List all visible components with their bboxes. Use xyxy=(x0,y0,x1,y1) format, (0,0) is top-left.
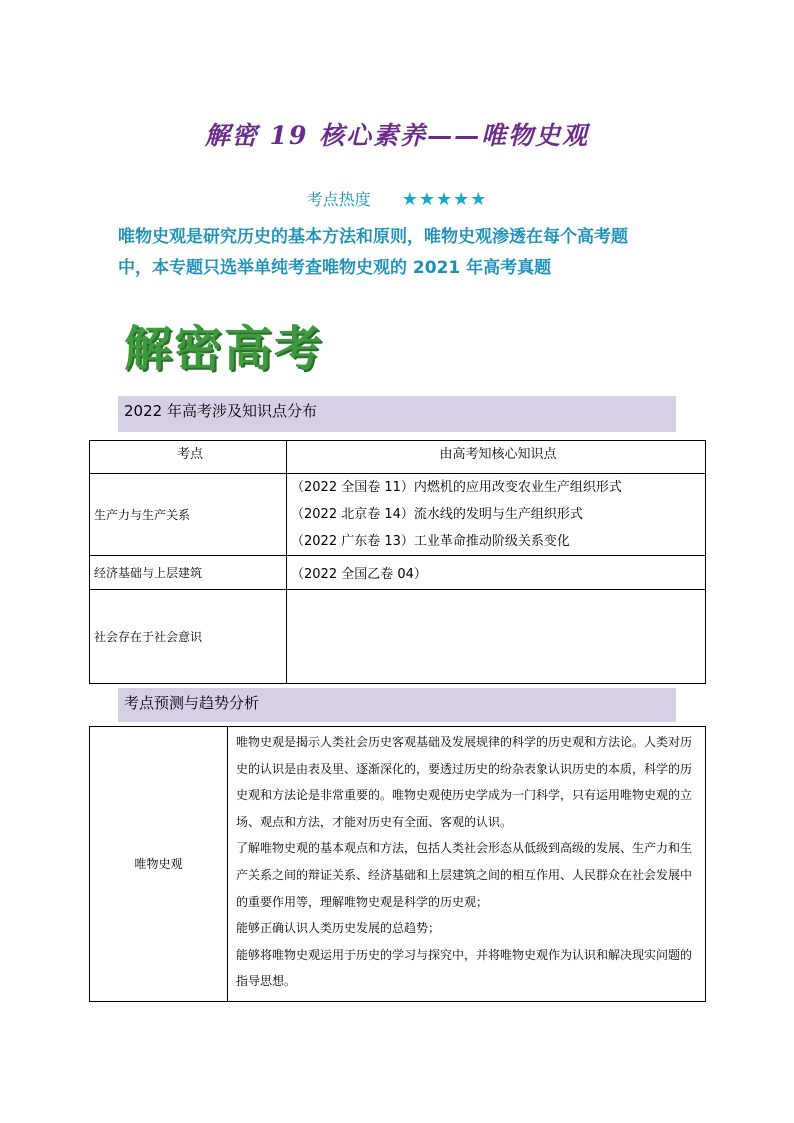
heat-rating xyxy=(0,187,794,210)
logo: 解密高考 xyxy=(124,321,325,377)
paragraph: 了解唯物史观的基本观点和方法，包括人类社会形态从低级到高级的发展、生产力和生产关系之间的辩证关系、经济基础和上层建筑之间的相互作用、人民群众在社会发展中的重要作用等，理解唯物史观是科学的历史观； xyxy=(236,841,693,909)
section-heading: 考点预测与趋势分析 xyxy=(118,688,676,722)
list-item: （2022 北京卷 14）流水线的发明与生产组织形式 xyxy=(291,507,583,522)
table-row xyxy=(90,474,706,556)
paragraph: 唯物史观是揭示人类社会历史客观基础及发展规律的科学的历史观和方法论。人类对历史的认识是由表及里、逐渐深化的，要透过历史的纷杂表象认识历史的本质，科学的历史观和方法论是非常重要的。唯物史观使历史学成为一门科学，只有运用唯物史观的立场、观点和方法，才能对历史有全面、客观的认识。 xyxy=(236,735,693,829)
heat-label: 考点热度 xyxy=(306,190,371,209)
table-row xyxy=(90,556,706,590)
row-point: 社会存在于社会意识 xyxy=(90,590,287,684)
paragraph: 能够将唯物史观运用于历史的学习与探究中，并将唯物史观作为认识和解决现实问题的指导思想。 xyxy=(236,947,693,989)
empty-cell xyxy=(287,590,706,684)
row-items xyxy=(287,474,706,556)
knowledge-table xyxy=(89,440,706,684)
analysis-table xyxy=(89,726,706,1002)
row-point: 经济基础与上层建筑 xyxy=(90,556,287,590)
paragraph: 能够正确认识人类历史发展的总趋势； xyxy=(236,921,441,936)
list-item: （2022 广东卷 13）工业革命推动阶级关系变化 xyxy=(291,534,570,549)
analysis-content xyxy=(228,727,706,1002)
column-header: 考点 xyxy=(90,441,287,474)
list-item: （2022 全国卷 11）内燃机的应用改变农业生产组织形式 xyxy=(291,480,622,495)
table-row xyxy=(90,727,706,1002)
star-rating-icon: ★★★★★ xyxy=(401,189,488,210)
list-item: （2022 全国乙卷 04） xyxy=(287,556,706,590)
intro-line: 中，本专题只选举单纯考查唯物史观的 2021 年高考真题 xyxy=(118,258,552,278)
column-header: 由高考知核心知识点 xyxy=(287,441,706,474)
section-heading: 2022 年高考涉及知识点分布 xyxy=(118,396,676,432)
page-title: 解密 19 核心素养——唯物史观 xyxy=(204,121,590,150)
intro-text xyxy=(118,222,718,284)
row-point: 生产力与生产关系 xyxy=(90,474,287,556)
intro-line: 唯物史观是研究历史的基本方法和原则，唯物史观渗透在每个高考题 xyxy=(118,227,628,247)
table-row xyxy=(90,590,706,684)
topic-cell: 唯物史观 xyxy=(90,727,228,1002)
